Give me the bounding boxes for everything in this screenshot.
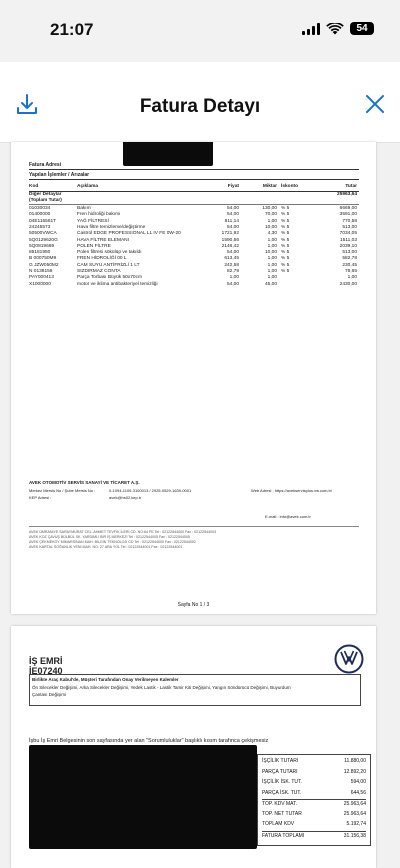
table-cell: % 5 [281, 206, 290, 211]
table-cell: % 5 [281, 269, 290, 274]
table-cell: 513,00 [342, 250, 357, 256]
merkez-value: 0-1094-1109-3100013 / 2925-0529-1639-0001 [109, 488, 192, 493]
branch-line: AVEK KOZ ÇAVUŞ BÜLBÜL SK. YARDIMLI BİR İŞ MERKEZİ Tel : 02122544005 Fax : 02122544005 [29, 535, 190, 539]
table-cell: 242,58 [224, 262, 239, 268]
table-cell: 10,00 [264, 224, 277, 230]
table-cell: 1,00 [267, 237, 277, 243]
totals-label: PARÇA TUTARI [262, 768, 298, 775]
table-cell: 54,00 [226, 250, 239, 256]
table-cell: 78,65 [344, 269, 357, 274]
table-row [29, 256, 359, 262]
table-cell: PAY000413 [29, 275, 54, 281]
section-label: Yapılan İşlemler / Arızalar [29, 172, 90, 178]
table-cell: Polen filtresi sökülüp ve takıldı [77, 250, 142, 256]
group-total: 25963,64 [336, 192, 357, 197]
table-cell: 811,14 [224, 218, 239, 224]
vw-logo-icon [334, 644, 364, 674]
table-cell: % 5 [281, 256, 290, 262]
totals-value: 5.192,74 [346, 821, 366, 827]
table-cell: 5Q0129620G [29, 237, 58, 243]
table-cell: 7034,05 [339, 231, 357, 237]
company-name: AVEK OTOMOTİV SERVİS SANAYİ VE TİCARET A.Ş. [29, 480, 140, 485]
table-cell: 1,00 [267, 269, 277, 274]
table-cell: YAĞ FİLTRESİ [77, 218, 109, 224]
table-cell: 1,00 [267, 218, 277, 224]
totals-row [262, 820, 366, 828]
table-row [29, 282, 359, 288]
table-cell: N 0138158 [29, 269, 53, 274]
work-order-title: İŞ EMRİ [29, 656, 63, 666]
status-icons [302, 22, 374, 35]
address-label: Fatura Adresi [29, 162, 62, 168]
table-cell: 230,45 [342, 262, 357, 268]
kep-label: KEP Adresi : [29, 495, 52, 500]
col-aciklama: Açıklama [77, 184, 99, 189]
col-miktar: Miktar [262, 184, 277, 189]
wifi-icon [326, 23, 344, 35]
totals-label: İŞÇİLİK TUTARI [262, 758, 299, 764]
branch-line: AVEK ÇEKMEKÖY MİMARSİNAN MAH. BİLGİN TEKNOLOJİ CD Tel : 02122544000 Fax : 02122544002 [29, 540, 196, 544]
table-cell: SIZDIRMAZ CONTA [77, 269, 121, 274]
table-cell: motor ve iklima antibakteriyel temizliği [77, 281, 158, 287]
table-cell: 54,00 [226, 206, 239, 211]
branch-line: AVEK KARTAL SOĞANLIK YENİ MAH. NO: 27 ARA YOL Tel : 02122544001 Fax : 02122544001 [29, 545, 183, 549]
totals-row [262, 799, 366, 808]
table-cell: 04E115561T [29, 218, 57, 224]
email-address: E-mail : info@avek.com.tr [265, 514, 311, 519]
totals-row [262, 757, 366, 765]
group-label: Diğer Detaylar [29, 192, 62, 197]
table-cell: 513,00 [342, 224, 357, 230]
table-cell: 6669,00 [339, 206, 357, 211]
totals-value: 12.892,20 [343, 768, 366, 775]
totals-value: 31.156,38 [343, 832, 366, 839]
group-sub: (Toplam Tutar) [29, 198, 62, 203]
table-cell: 2039,10 [339, 243, 357, 249]
page-number: Sayfa No 1 / 3 [177, 602, 210, 608]
table-cell: % 5 [281, 231, 290, 237]
table-cell: 1511,03 [340, 237, 357, 243]
table-cell: Castrol EDGE PROFESSIONAL LL IV FE 0W-20 [77, 231, 181, 237]
kep-value: avek@hs02.kep.tr [109, 495, 142, 500]
approval-text-2: Çantası Değişimi [32, 692, 67, 697]
signal-icon [302, 23, 320, 35]
table-cell: 1590,56 [221, 237, 239, 243]
table-cell: 54,00 [226, 212, 239, 218]
table-cell: 01400000 [29, 212, 51, 218]
col-tutar: Tutar [345, 184, 357, 189]
totals-row [262, 778, 366, 786]
table-cell: POLEN FİLTRE [77, 243, 111, 249]
close-icon[interactable] [364, 93, 386, 115]
table-cell: % 5 [281, 243, 290, 249]
table-row [29, 263, 359, 269]
table-cell: 1,00 [267, 275, 277, 281]
responsibility-notice: İşbu İş Emri Belgesinin son sayfasında yer alan "Sorumluluklar" başlıklı kısım tarafınca çekişmesiz [29, 738, 269, 744]
battery-icon: 54 [350, 22, 374, 35]
table-cell: % 5 [281, 237, 290, 243]
col-kod: Kod [29, 184, 39, 189]
table-cell: 82,79 [226, 269, 239, 274]
table-cell: Hava filtre temizleme/değiştirme [77, 224, 146, 230]
table-cell: Parça Torbası Büyük 50x70cm [77, 275, 142, 281]
table-cell: % 5 [281, 212, 290, 218]
table-cell: 54,00 [226, 281, 239, 287]
table-cell: G JZW050M2 [29, 262, 59, 268]
totals-value: 644,56 [350, 789, 366, 796]
table-cell: 45,00 [264, 281, 277, 287]
table-cell: 1,00 [267, 262, 277, 268]
table-row [29, 225, 359, 231]
table-row [29, 275, 359, 281]
table-cell: 130,00 [262, 206, 277, 211]
table-cell: 770,58 [342, 218, 357, 224]
table-cell: X1000000 [29, 281, 51, 287]
table-cell: 10,00 [264, 250, 277, 256]
status-time: 21:07 [50, 20, 94, 39]
work-order-number: İE07240 [29, 666, 63, 676]
totals-label: TOPLAM KDV [262, 821, 295, 827]
totals-row [262, 810, 366, 818]
sheet-header [0, 70, 400, 143]
table-cell: FREN HİDROLİĞİ 00 L [77, 256, 127, 262]
table-cell: Fren hidroliği bakımı [77, 212, 121, 218]
totals-label: TOP. NET TUTAR [262, 810, 302, 817]
table-cell: 1,00 [347, 275, 357, 281]
table-cell: 54,00 [226, 224, 239, 230]
totals-value: 25.963,64 [343, 810, 366, 817]
approval-text: Ön Silecekler Değişimi, Arka Silecekler Değişimi, Yedek Lastik - Lastik Tamir Kiti Değişimi, Yangın Söndürücü Değişimi, Buyurdum [32, 685, 291, 690]
redacted-block [29, 745, 257, 849]
table-cell: 5Q0819669 [29, 243, 55, 249]
table-cell: 24245573 [29, 224, 51, 230]
approval-box [29, 674, 361, 706]
totals-label: FATURA TOPLAMI [262, 832, 305, 839]
invoice-page-1 [11, 142, 376, 614]
web-address: Web Adresi : https://avekservisplus.vw.com.tr/ [251, 488, 333, 493]
table-cell: 2146,42 [221, 243, 239, 249]
table-cell: 50500VWCA [29, 231, 57, 237]
col-iskonto: İskonto [281, 184, 299, 189]
totals-row [262, 789, 366, 797]
table-cell: 01030034 [29, 206, 51, 211]
approval-title: Birlikte Araç Kabul'de, Müşteri Tarafından Onay Verilmeyen Kalemler [32, 677, 179, 682]
totals-label: İŞÇİLİK İSK. TUT. [262, 779, 302, 785]
table-cell: 1721,92 [221, 231, 239, 237]
invoice-page-2 [11, 626, 376, 868]
table-cell: 1,00 [229, 275, 239, 281]
sheet-title: Fatura Detayı [139, 96, 261, 117]
totals-label: PARÇA İSK. TUT. [262, 789, 302, 796]
table-cell: 4,30 [267, 231, 277, 237]
table-row [29, 219, 359, 225]
invoice-sheet [0, 70, 400, 868]
table-row [29, 231, 359, 237]
totals-row [262, 768, 366, 776]
totals-value: 594,00 [350, 779, 366, 785]
table-cell: 70,00 [264, 212, 277, 218]
table-cell: 3591,00 [339, 212, 357, 218]
totals-value: 11.880,00 [344, 758, 366, 764]
totals-box [257, 754, 371, 846]
table-row [29, 212, 359, 218]
table-cell: 582,78 [342, 256, 357, 262]
redacted-block [123, 142, 213, 166]
table-cell: CAM SUYU ANTİFRİZLİ 1 LT [77, 262, 140, 268]
totals-label: TOP. KDV MAT. [262, 801, 298, 807]
table-cell: 613,45 [224, 256, 239, 262]
table-cell: % 5 [281, 224, 290, 230]
table-cell: 2430,00 [339, 281, 357, 287]
totals-row [262, 831, 366, 840]
table-cell: Bakım [77, 206, 91, 211]
table-cell: 1,00 [267, 243, 277, 249]
table-cell: HAVA FİLTRE ELEMANI [77, 237, 129, 243]
table-cell: B 000750M9 [29, 256, 57, 262]
table-cell: % 5 [281, 218, 290, 224]
branch-line: AVEK ÜMRANİYE SARAYMURAT CEL. AHMET TEVFİK İLERİ CD. NO:64 FE Tel : 02122544000 Fax : 02122544003 [29, 530, 217, 534]
table-cell: 1,00 [267, 256, 277, 262]
table-cell: 85181950 [29, 250, 51, 256]
table-cell: % 5 [281, 262, 290, 268]
table-row [29, 244, 359, 250]
col-fiyat: Fiyat [227, 184, 239, 189]
table-row [29, 238, 359, 244]
merkez-label: Merkez Mersis No / Şube Mersis No : [29, 488, 96, 493]
table-header [29, 184, 359, 190]
status-bar [0, 0, 400, 62]
table-cell: % 5 [281, 250, 290, 256]
totals-value: 25.963,64 [343, 801, 366, 807]
